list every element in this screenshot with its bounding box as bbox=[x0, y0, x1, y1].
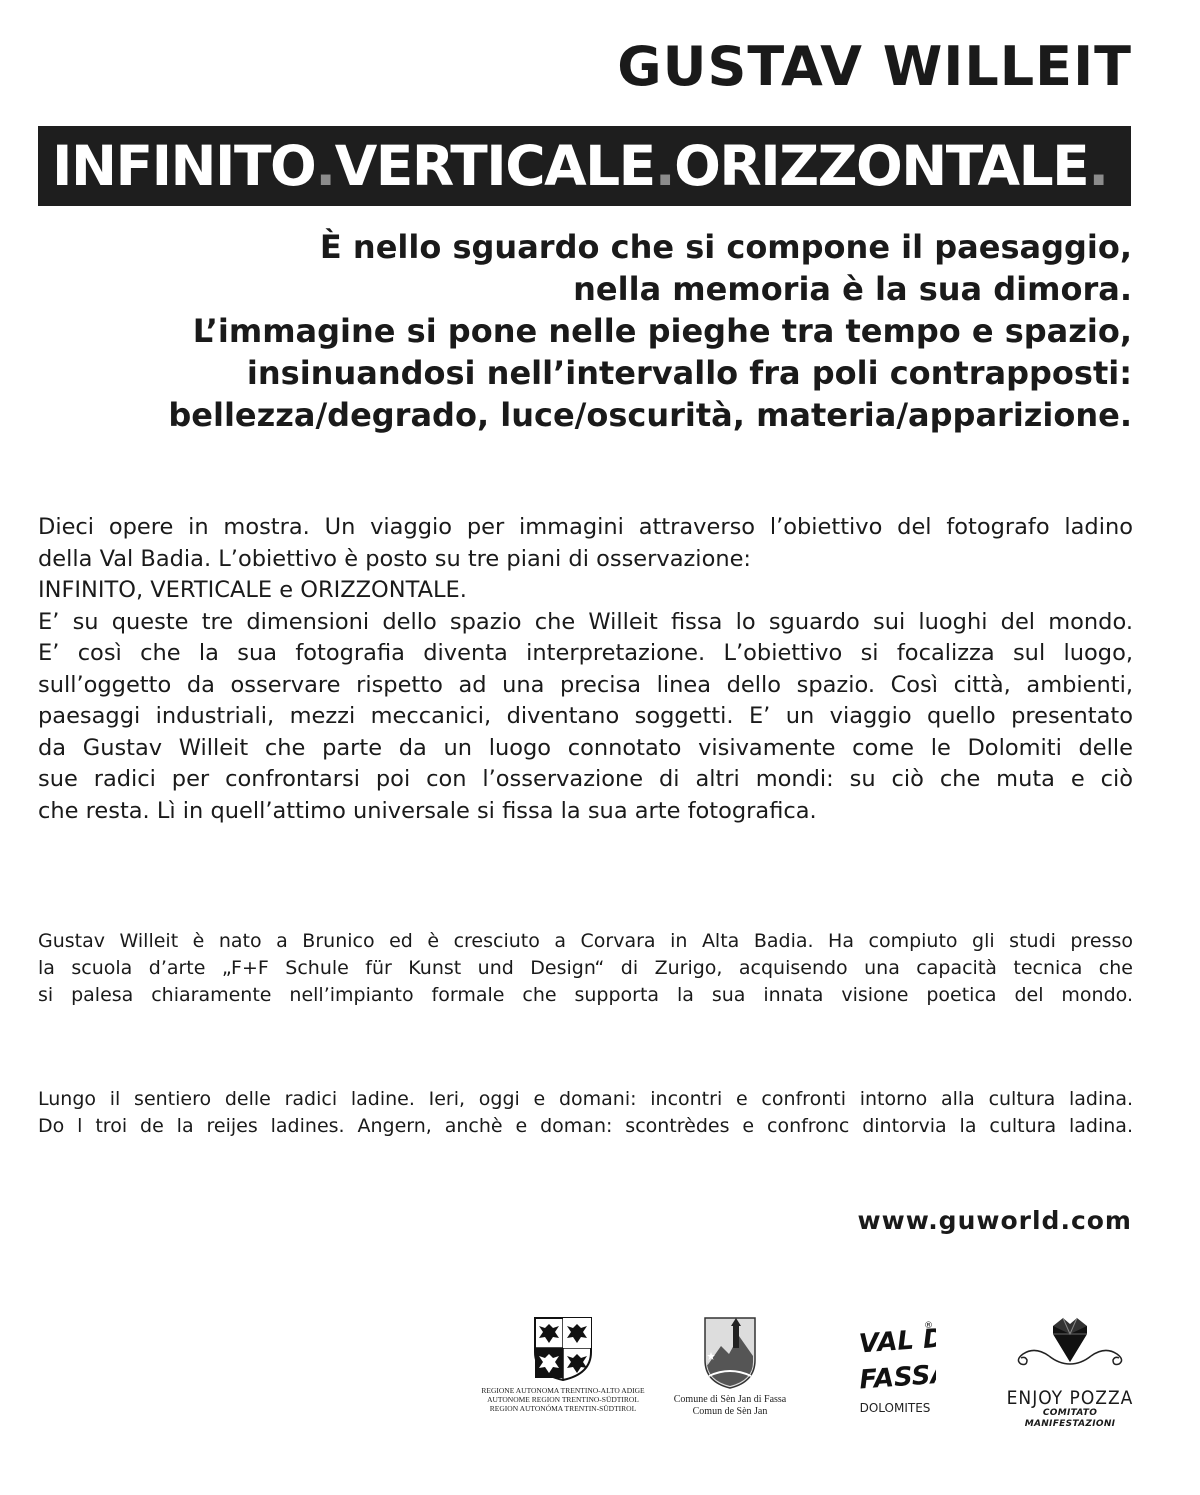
pozza-subtitle: COMITATO MANIFESTAZIONI bbox=[1024, 1408, 1116, 1429]
region-logo bbox=[478, 1316, 648, 1413]
description-line: sue radici per confrontarsi poi con l’osservazione di altri mondi: su ciò che muta e ciò bbox=[38, 766, 1133, 792]
fassa-wordmark-bottom: FASSA bbox=[858, 1359, 936, 1396]
enjoy-pozza-logo bbox=[1000, 1316, 1140, 1430]
pozza-name: ENJOY POZZA bbox=[1006, 1387, 1134, 1409]
description-line: INFINITO, VERTICALE e ORIZZONTALE. bbox=[38, 577, 467, 603]
comune-caption-line: Comun de Sèn Jan bbox=[692, 1406, 768, 1417]
title-dot: . bbox=[654, 134, 675, 198]
series-line: Lungo il sentiero delle radici ladine. Ieri, oggi e domani: incontri e confronti intorno alla cultura ladina. bbox=[38, 1088, 1133, 1110]
description-line: sull’oggetto da osservare rispetto ad una precisa linea dello spazio. Così città, ambienti, bbox=[38, 671, 1133, 698]
val-di-fassa-logo bbox=[845, 1316, 945, 1413]
description-paragraph bbox=[38, 512, 1133, 827]
description-line: paesaggi industriali, mezzi meccanici, diventano soggetti. E’ un viaggio quello presentato bbox=[38, 703, 1133, 729]
heart-diamond-icon bbox=[1005, 1316, 1135, 1382]
author-name: GUSTAV WILLEIT bbox=[617, 35, 1132, 98]
description-line: della Val Badia. L’obiettivo è posto su tre piani di osservazione: bbox=[38, 545, 752, 572]
quote-line: nella memoria è la sua dimora. bbox=[573, 270, 1132, 308]
biography-line: si palesa chiaramente nell’impianto formale che supporta la sua innata visione poetica del mondo. bbox=[38, 984, 1133, 1006]
exhibition-title bbox=[38, 126, 1131, 206]
comune-coat-of-arms-icon bbox=[703, 1316, 757, 1390]
quote-line: L’immagine si pone nelle pieghe tra tempo e spazio, bbox=[192, 312, 1132, 350]
description-line: E’ così che la sua fotografia diventa interpretazione. L’obiettivo si focalizza sul luogo, bbox=[38, 640, 1133, 666]
title-word-verticale: VERTICALE bbox=[334, 134, 655, 198]
description-line: Dieci opere in mostra. Un viaggio per immagini attraverso l’obiettivo del fotografo ladino bbox=[38, 514, 1133, 540]
region-caption-line: REGION AUTONÓMA TRENTIN-SÜDTIROL bbox=[489, 1404, 637, 1413]
series-paragraph bbox=[38, 1086, 1133, 1140]
region-coat-of-arms-icon bbox=[533, 1316, 593, 1382]
title-word-orizzontale: ORIZZONTALE bbox=[674, 134, 1089, 198]
series-line: Do l troi de la reijes ladines. Angern, anchè e doman: scontrèdes e confronc dintorvia la cultura ladina. bbox=[38, 1115, 1133, 1137]
website-link[interactable]: www.guworld.com bbox=[857, 1206, 1132, 1235]
title-word-infinito: INFINITO bbox=[52, 134, 316, 198]
comune-logo bbox=[670, 1316, 790, 1418]
biography-line: la scuola d’arte „F+F Schule für Kunst und Design“ di Zurigo, acquisendo una capacità tecnica che bbox=[38, 957, 1133, 979]
description-line: E’ su queste tre dimensioni dello spazio che Willeit fissa lo sguardo sui luoghi del mondo. bbox=[38, 608, 1133, 635]
quote-line: È nello sguardo che si compone il paesaggio, bbox=[319, 228, 1132, 266]
region-caption-line: REGIONE AUTONOMA TRENTINO-ALTO ADIGE bbox=[481, 1386, 645, 1395]
title-dot: . bbox=[315, 134, 335, 198]
region-caption-line: AUTONOME REGION TRENTINO-SÜDTIROL bbox=[487, 1395, 639, 1404]
quote-line: insinuandosi nell’intervallo fra poli contrapposti: bbox=[246, 354, 1132, 392]
registered-mark: ® bbox=[924, 1321, 933, 1331]
fassa-caption: DOLOMITES bbox=[859, 1401, 931, 1415]
title-dot: . bbox=[1088, 134, 1108, 198]
description-line: che resta. Lì in quell’attimo universale si fissa la sua arte fotografica. bbox=[38, 797, 817, 824]
biography-line: Gustav Willeit è nato a Brunico ed è cresciuto a Corvara in Alta Badia. Ha compiuto gli studi presso bbox=[38, 930, 1133, 952]
val-di-fassa-wordmark-icon bbox=[854, 1316, 936, 1400]
description-line: da Gustav Willeit che parte da un luogo connotato visivamente come le Dolomiti delle bbox=[38, 734, 1133, 761]
fassa-wordmark-top: VAL DI bbox=[857, 1322, 936, 1360]
comune-caption-line: Comune di Sèn Jan di Fassa bbox=[673, 1394, 787, 1405]
biography-paragraph bbox=[38, 928, 1133, 1009]
quote-block bbox=[32, 226, 1132, 436]
quote-line: bellezza/degrado, luce/oscurità, materia/apparizione. bbox=[168, 396, 1132, 434]
